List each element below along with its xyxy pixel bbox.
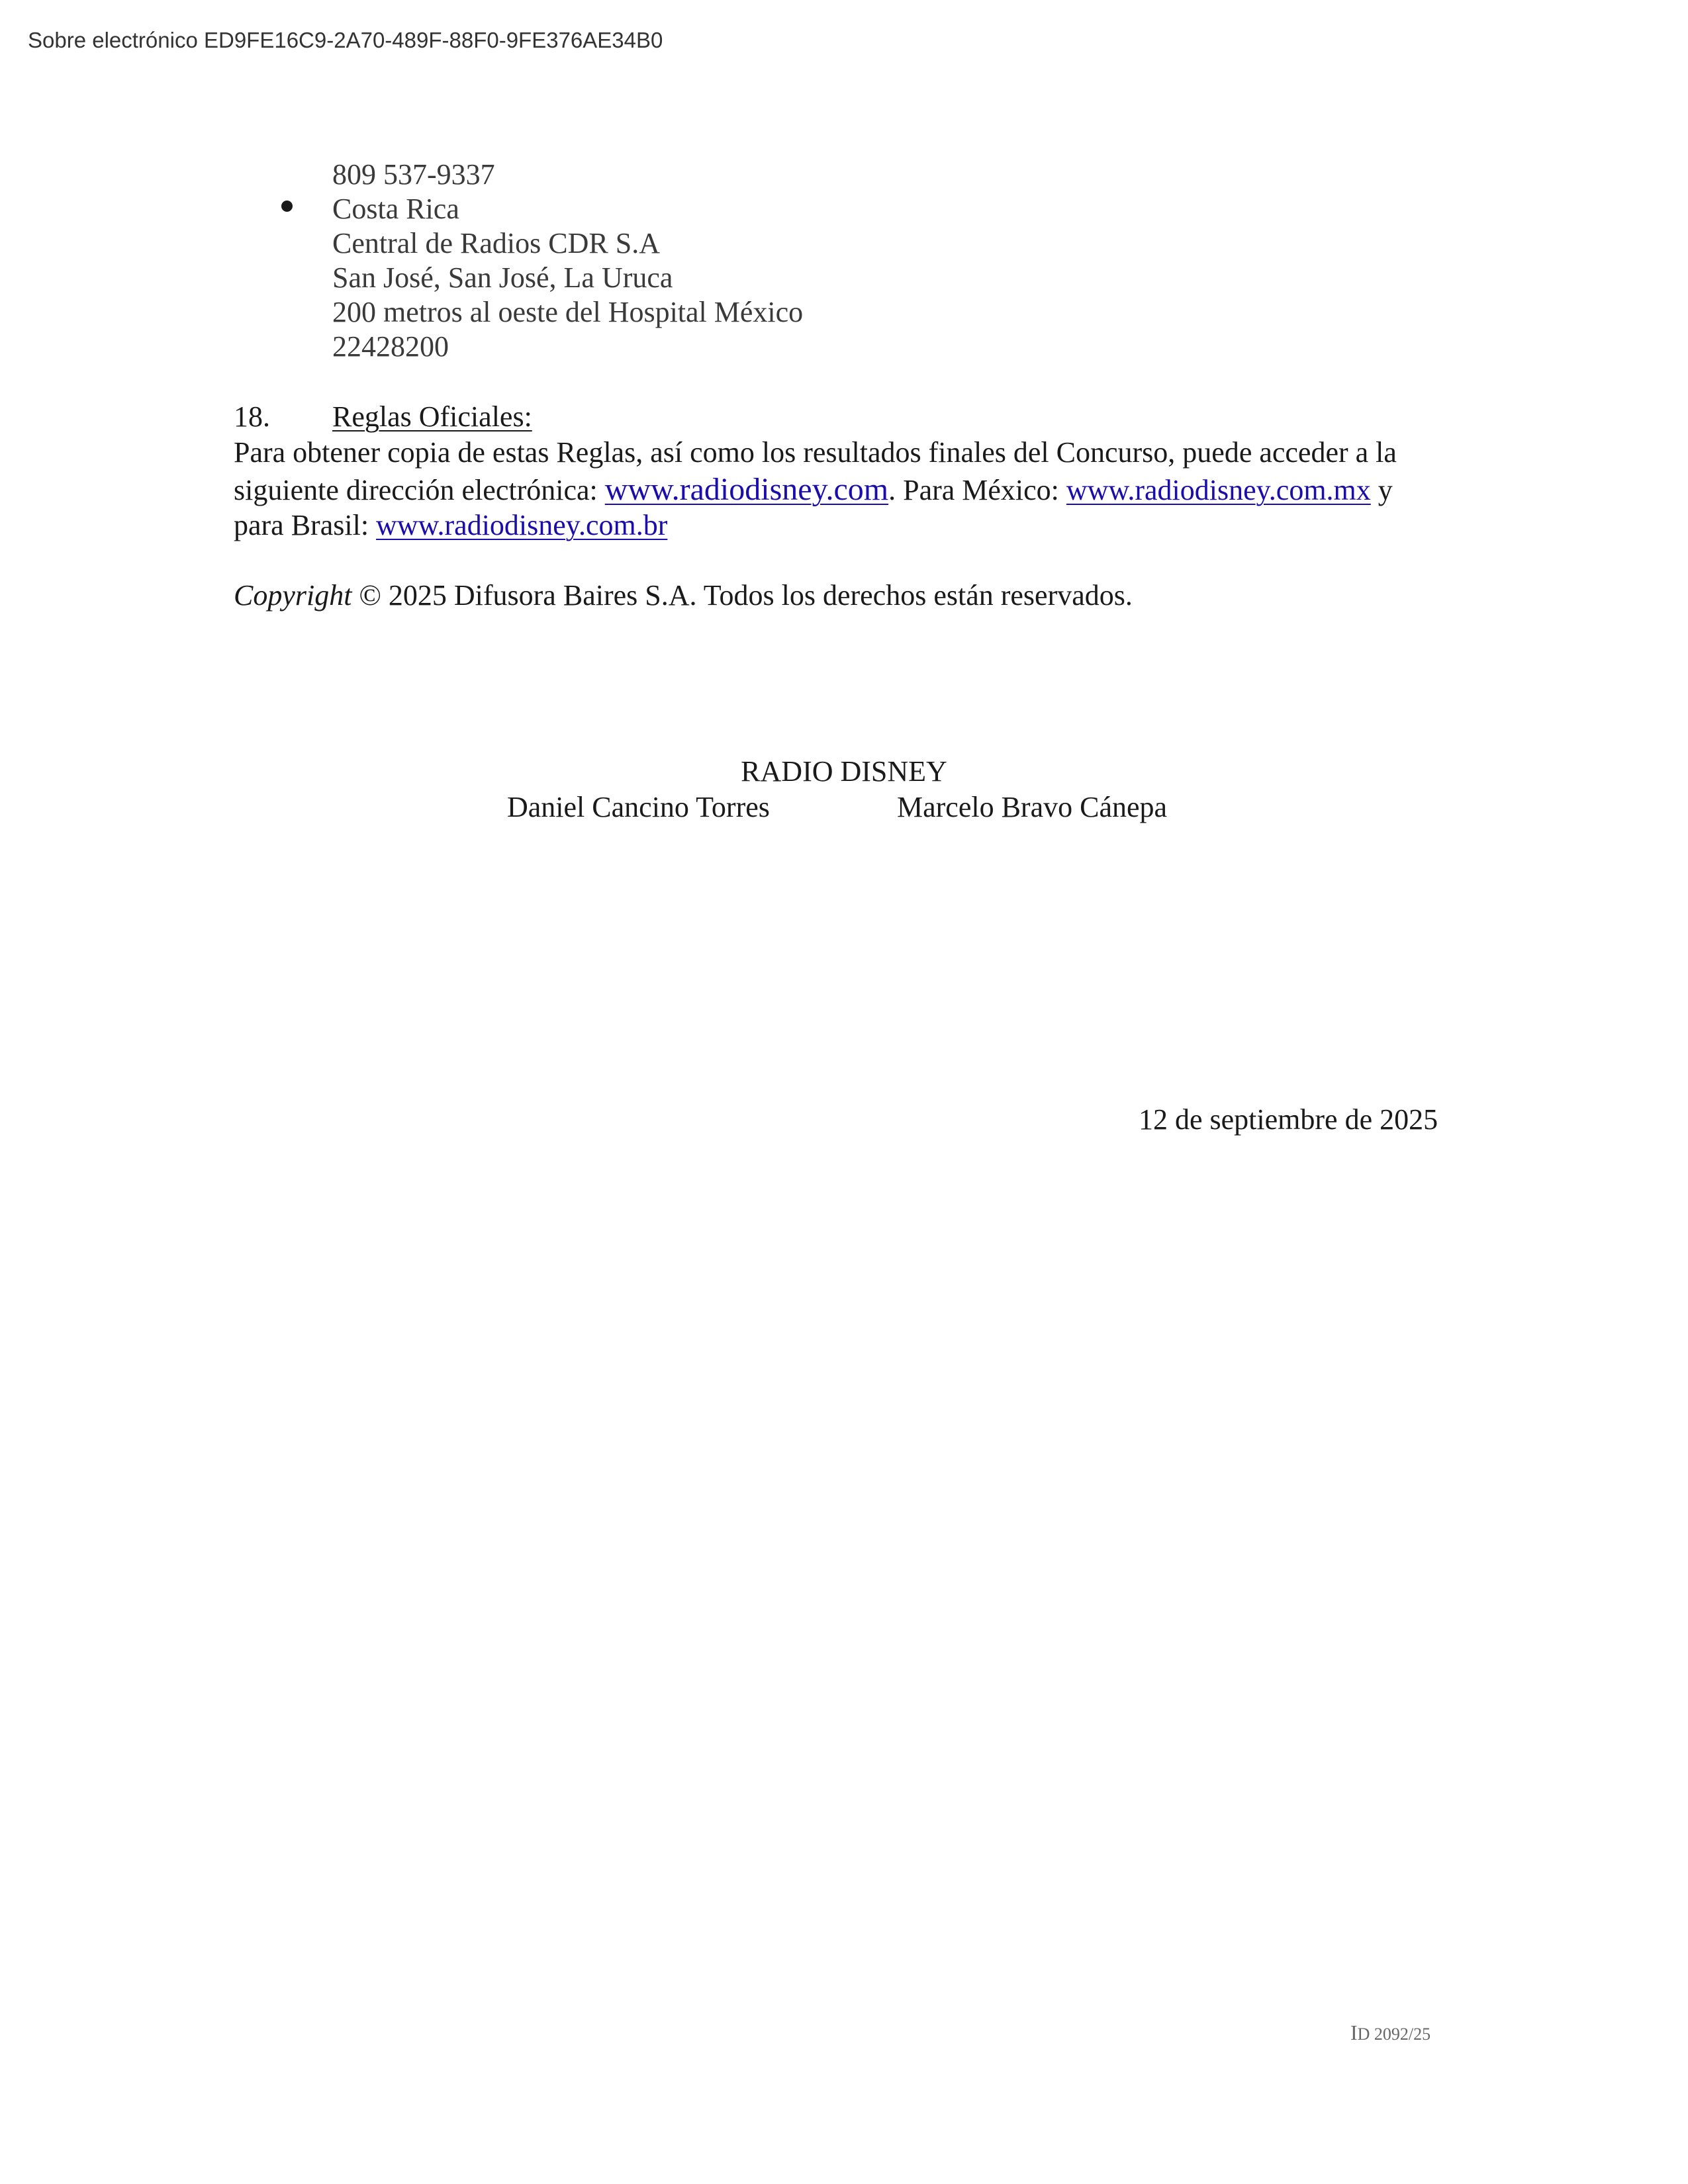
section-paragraph-line-1: Para obtener copia de estas Reglas, así como los resultados finales del Concurso, puede acceder a la	[234, 436, 1397, 469]
document-id-prefix: I	[1350, 2021, 1358, 2044]
copyright-word: Copyright	[234, 579, 352, 612]
section-title: Reglas Oficiales:	[332, 400, 532, 433]
contact-country: Costa Rica	[332, 193, 459, 225]
copyright-notice	[234, 578, 1133, 613]
section-paragraph-line-3	[234, 508, 667, 543]
contact-phone: 22428200	[332, 330, 449, 363]
signature-org: RADIO DISNEY	[741, 755, 947, 788]
paragraph-text: siguiente dirección electrónica:	[234, 474, 605, 506]
paragraph-text: . Para México:	[888, 474, 1066, 506]
signer-2: Marcelo Bravo Cánepa	[897, 791, 1168, 823]
section-paragraph-line-2	[234, 473, 1393, 508]
copyright-text: © 2025 Difusora Baires S.A. Todos los derechos están reservados.	[352, 579, 1133, 612]
paragraph-text: para Brasil:	[234, 509, 377, 541]
bullet-icon	[281, 201, 293, 212]
section-number: 18.	[234, 400, 270, 433]
paragraph-text: y	[1370, 474, 1393, 506]
link-radiodisney-br[interactable]: www.radiodisney.com.br	[376, 509, 668, 541]
link-radiodisney-mx[interactable]: www.radiodisney.com.mx	[1066, 474, 1371, 506]
document-date: 12 de septiembre de 2025	[1139, 1103, 1438, 1136]
document-id	[1350, 2021, 1430, 2045]
document-id-rest: D 2092/25	[1357, 2025, 1431, 2044]
contact-phone-previous: 809 537-9337	[332, 158, 495, 191]
link-radiodisney[interactable]: www.radiodisney.com	[604, 472, 889, 507]
contact-city: San José, San José, La Uruca	[332, 261, 673, 294]
contact-company: Central de Radios CDR S.A	[332, 227, 660, 259]
contact-address: 200 metros al oeste del Hospital México	[332, 296, 804, 328]
envelope-id-label: Sobre electrónico ED9FE16C9-2A70-489F-88F0-9FE376AE34B0	[28, 28, 663, 52]
signer-1: Daniel Cancino Torres	[507, 791, 770, 823]
